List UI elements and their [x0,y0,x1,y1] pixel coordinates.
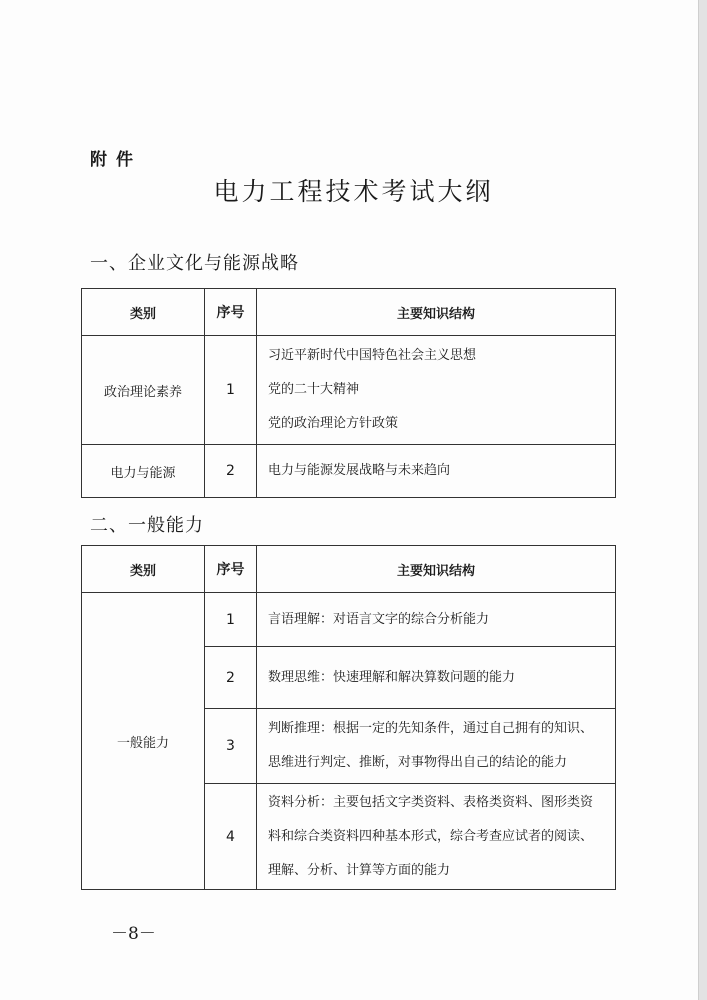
header-content: 主要知识结构 [257,546,616,593]
row-content [257,709,616,784]
header-category: 类别 [82,289,205,336]
row-category: 政治理论素养 [82,336,205,445]
section-heading-1: 一、企业文化与能源战略 [90,253,299,274]
content-line: 电力与能源发展战略与未来趋向 [268,463,451,478]
page-edge-shadow [699,0,707,1000]
row-number: 2 [205,647,257,709]
content-line: 料和综合类资料四种基本形式，综合考查应试者的阅读、 [268,828,594,844]
header-number: 序号 [205,289,257,336]
content-line: 思维进行判定、推断，对事物得出自己的结论的能力 [268,755,568,770]
header-category: 类别 [82,546,205,593]
table-row [82,593,616,647]
content-line: 习近平新时代中国特色社会主义思想 [268,348,477,363]
content-line: 理解、分析、计算等方面的能力 [268,862,451,878]
row-number: 3 [205,709,257,784]
page-number: －8－ [111,924,156,944]
row-number: 1 [205,593,257,647]
row-category: 一般能力 [82,593,205,890]
page-edge-line [698,0,699,1000]
table-row [82,336,616,445]
attachment-label: 附件 [90,150,142,170]
content-line: 党的二十大精神 [268,382,360,397]
row-number: 4 [205,784,257,890]
row-content [257,445,616,498]
row-content [257,336,616,445]
header-content: 主要知识结构 [257,289,616,336]
row-number: 2 [205,445,257,498]
table-header-row [82,546,616,593]
section-heading-2: 二、一般能力 [90,515,204,536]
content-line: 资料分析：主要包括文字类资料、表格类资料、图形类资 [268,794,594,810]
row-number: 1 [205,336,257,445]
table-header-row [82,289,616,336]
row-content [257,784,616,890]
table-row [82,445,616,498]
row-content [257,647,616,709]
knowledge-table-1 [81,288,616,498]
document-title: 电力工程技术考试大纲 [213,177,494,206]
knowledge-table-2 [81,545,616,890]
content-line: 言语理解：对语言文字的综合分析能力 [268,611,490,627]
content-line: 数理思维：快速理解和解决算数问题的能力 [268,669,516,685]
content-line: 党的政治理论方针政策 [268,416,399,431]
header-number: 序号 [205,546,257,593]
row-content [257,593,616,647]
content-line: 判断推理：根据一定的先知条件，通过自己拥有的知识、 [268,721,594,736]
row-category: 电力与能源 [82,445,205,498]
